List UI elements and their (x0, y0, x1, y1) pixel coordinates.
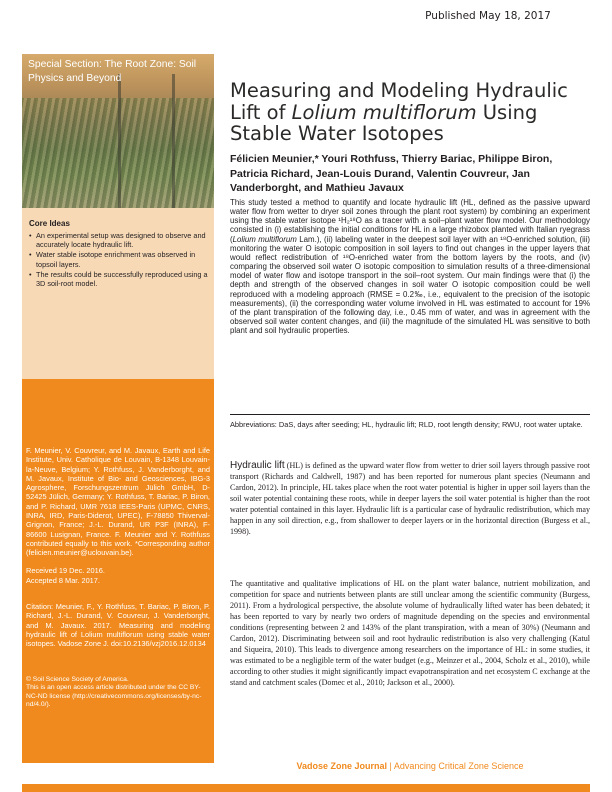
photo-pole (118, 74, 121, 208)
core-ideas-box (22, 208, 214, 379)
core-idea-item: • An experimental setup was designed to observe and accurately locate hydraulic lift. (29, 231, 209, 249)
photo-pole (172, 74, 175, 208)
journal-footer (230, 761, 590, 771)
author-affiliations: F. Meunier, V. Couvreur, and M. Javaux, Earth and Life Institute, Univ. Catholique de Louvain, B-1348 Louvain-la-Neuve, Belgium; Y. Rothfuss, J. Vanderborght, and M. Javaux, Institute of Bio- and Geosciences, IBG-3 Agrosphere, Forschungszentrum Jülich GmbH, D-52425 Jülich, Germany; Y. Rothfuss, T. Bariac, P. Biron, and P. Richard, UMR 7618 IEES-Paris (UPMC, CNRS, INRA, IRD, Paris-Diderot, UPEC), F-78850 Thiverval-Grignon, France; J.-L. Durand, UR P3F (INRA), F-86600 Lusignan, France. F. Meunier and Y. Rothfuss contributed equally to this work. *Corresponding author (felicien.meunier@uclouvain.be). (26, 446, 210, 558)
lead-term: Hydraulic lift (230, 460, 285, 471)
core-idea-item: • Water stable isotope enrichment was observed in topsoil layers. (29, 250, 209, 268)
abstract-species: Lolium multiflorum (232, 234, 297, 244)
abstract-part-1: This study tested a method to quantify and locate hydraulic lift (HL, defined as the passive upward water flow from wetter to dryer soil zones through the plant root system) by combining an experiment using the stable water isotope ¹H₂¹⁸O as a tracer with a soil–plant water flow model. Our methodology consisted in (i) establishing the initial conditions for HL in a large rhizobox planted with Italian ryegrass ( (230, 198, 590, 244)
license-text: This is an open access article distributed under the CC BY-NC-ND license (http://creativecommons.org/licenses/by-nc-nd/4.0/). (26, 684, 202, 709)
footer-separator: | (387, 761, 394, 771)
cover-photo (22, 54, 214, 208)
title-line-2c: Using (476, 100, 538, 124)
core-ideas-list (29, 231, 209, 289)
abstract-part-2: Lam.), (ii) labeling water in the deepest soil layer with an ¹⁸O-enriched solution, (iii) monitoring the water O isotopic composition in soil layers to find out changes in the upper layers that would reflect redistribution of ¹⁸O-enriched water from the bottom layers by the roots, and (iv) comparing the observed soil water O isotopic composition to simulation results of a three-dimensional model of water flow and isotope transport in the soil–root system. Our main findings were that (i) the depth and strength of the observed changes in soil water O isotopic composition could be well reproduced with a modeling approach (RMSE = 0.2‰, i.e., equivalent to the precision of the isotopic measurements), (ii) the corresponding water volume involved in HL was estimated to account for 19% of the plant transpiration of the following day, i.e., 0.45 mm of water, and was in agreement with the observed soil water content changes, and (iii) the magnitude of the simulated HL was sensitive to both plant and soil hydraulic properties. (230, 234, 590, 336)
body-paragraph-1 (230, 461, 590, 538)
journal-name: Vadose Zone Journal (296, 761, 388, 771)
title-line-2a: Lift of (230, 100, 292, 124)
abstract-divider (230, 414, 590, 415)
title-line-1: Measuring and Modeling Hydraulic (230, 79, 568, 102)
copyright-line: © Soil Science Society of America. (26, 676, 129, 683)
article-dates (26, 566, 210, 585)
sidebar (22, 54, 214, 763)
body-paragraph-2: The quantitative and qualitative implications of HL on the plant water balance, nutrient mobilization, and competition for space and nutrients between plants are still unclear among the scientific community (Burgess, 2011). From a hydrological perspective, the absolute volume of hydraulically lifted water has been debated; it has been reported to vary by nearly two orders of magnitude depending on the species and environmental conditions (representing between 2 and 143% of the plant transpiration, with a mean of 30%) (Neumann and Cardon, 2012). Discriminating between soil and root hydraulic redistribution is also very challenging (Katul and Siqueira, 2010). This leads to divergence among researchers on the importance of HL: in some studies, it was estimated to be a negligible term of the water budget (e.g., Meinzer et al., 2004, Scholz et al., 2010), while according to other studies it might significantly impact evapotranspiration and net ecosystem C exchange at the stand and catchment scales (Domec et al., 2010; Jackson et al., 2000). (230, 579, 590, 687)
title-species: Lolium multiflorum (291, 100, 477, 124)
journal-tagline: Advancing Critical Zone Science (393, 761, 524, 771)
license-notice (26, 676, 210, 710)
core-idea-item: • The results could be successfully reproduced using a 3D soil-root model. (29, 270, 209, 288)
title-line-3: Stable Water Isotopes (230, 122, 444, 145)
citation: Citation: Meunier, F., Y. Rothfuss, T. Bariac, P. Biron, P. Richard, J.-L. Durand, V. Couvreur, J. Vanderborght, and M. Javaux. 2017. Measuring and modeling hydraulic lift of Lolium multiflorum using stable water isotopes. Vadose Zone J. doi:10.2136/vzj2016.12.0134 (26, 602, 210, 649)
core-ideas-title: Core Ideas (29, 219, 70, 228)
paragraph-text: (HL) is defined as the upward water flow from wetter to drier soil layers through passive root transport (Richards and Caldwell, 1987) and has been reported for numerous plant species (Neumann and Cardon, 2012). In principle, HL takes place when the root water potential is higher in upper soil layers than the soil water potential containing these roots, while in deeper layers the soil water potential is higher than the root water potential contained in this layer. Hydraulic lift is a particular case of hydraulic redistribution, which may happen in any soil direction, e.g., from shallower to deeper layers or in the horizontal direction (Burgess et al., 1998). (230, 461, 590, 536)
published-date: Published May 18, 2017 (425, 10, 551, 22)
article-title (230, 80, 590, 145)
received-date: Received 19 Dec. 2016. (26, 566, 105, 575)
accepted-date: Accepted 8 Mar. 2017. (26, 575, 100, 585)
special-section-label: Special Section: The Root Zone: Soil Physics and Beyond (28, 59, 197, 84)
abstract (230, 198, 590, 335)
abbreviations: Abbreviations: DaS, days after seeding; HL, hydraulic lift; RLD, root length density; RWU, root water uptake. (230, 420, 583, 429)
author-list: Félicien Meunier,* Youri Rothfuss, Thierry Bariac, Philippe Biron, Patricia Richard, Jean-Louis Durand, Valentin Couvreur, Jan Vanderborght, and Mathieu Javaux (230, 153, 553, 194)
footer-band (22, 784, 590, 792)
